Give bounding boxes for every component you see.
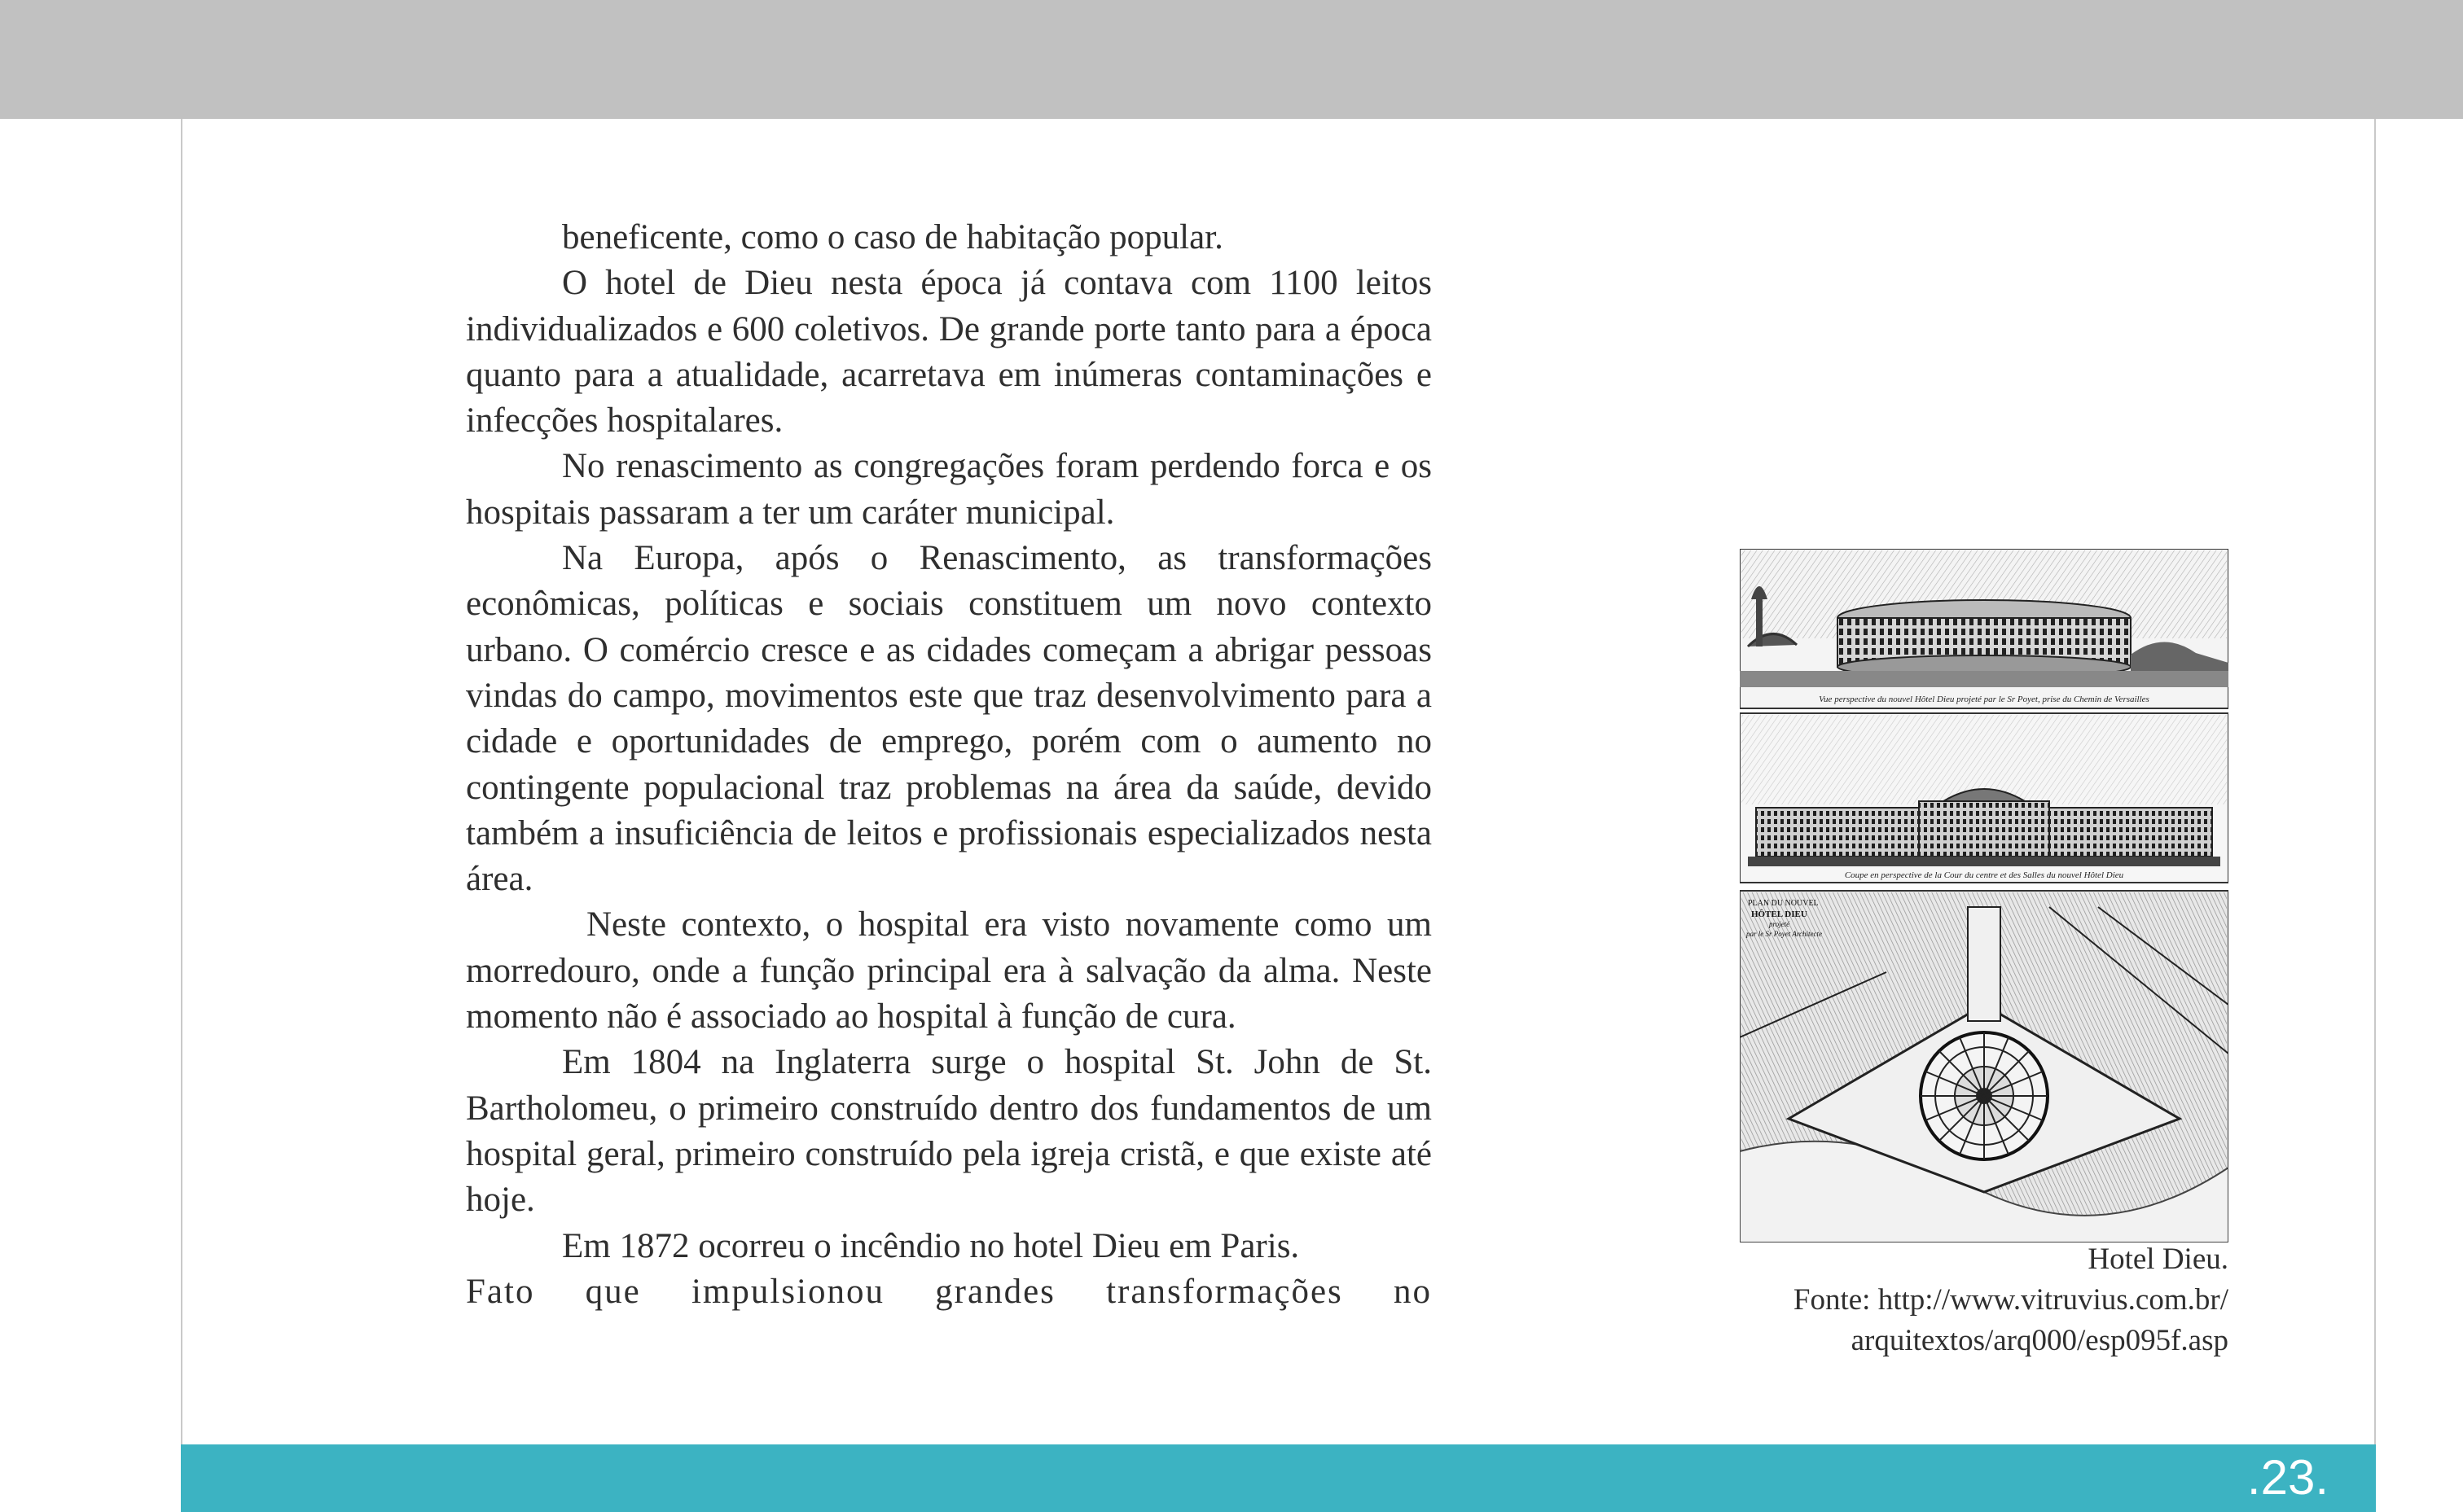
engraving-perspective-view: [1740, 549, 2228, 708]
top-header-bar: [0, 0, 2463, 119]
paragraph: Fato que impulsionou grandes transformações no: [466, 1272, 1432, 1311]
engraving-caption-top: Vue perspective du nouvel Hôtel Dieu projeté par le Sr Poyet, prise du Chemin de Versailles: [1819, 695, 2149, 704]
paragraph: Em 1872 ocorreu o incêndio no hotel Dieu em Paris.: [562, 1226, 1300, 1265]
caption-title: Hotel Dieu.: [2088, 1242, 2228, 1276]
bottom-footer-bar: [181, 1444, 2376, 1512]
figure-caption: [1670, 1239, 2228, 1361]
hotel-dieu-figure: [1740, 549, 2228, 1242]
engraving-site-plan: [1740, 891, 2228, 1242]
plan-label-line2: HÔTEL DIEU: [1751, 909, 1807, 919]
plan-label-line3: projeté: [1769, 920, 1790, 928]
paragraph: Em 1804 na Inglaterra surge o hospital St. John de St. Bartholomeu, o primeiro construído dentro dos fundamentos de um hospital geral, primeiro construído pela igreja cristã, e que existe até hoje.: [466, 1043, 1432, 1220]
paragraph: No renascimento as congregações foram perdendo forca e os hospitais passaram a ter um caráter municipal.: [466, 447, 1432, 532]
engraving-section-view: [1740, 713, 2228, 883]
paragraph: beneficente, como o caso de habitação popular.: [562, 218, 1223, 256]
caption-source-line2: arquitextos/arq000/esp095f.asp: [1851, 1324, 2228, 1357]
paragraph: Na Europa, após o Renascimento, as transformações econômicas, políticas e sociais constituem um novo contexto urbano. O comércio cresce e as cidades começam a abrigar pessoas vindas do campo, movimentos este que traz desenvolvimento para a cidade e oportunidades de emprego, porém com o aumento no contingente populacional traz problemas na área da saúde, devido também a insuficiência de leitos e profissionais especializados nesta área.: [466, 539, 1432, 899]
page-number: .23.: [2246, 1450, 2329, 1505]
engraving-caption-middle: Coupe en perspective de la Cour du centre et des Salles du nouvel Hôtel Dieu: [1844, 870, 2124, 880]
plan-label-line4: par le Sr Poyet Architecte: [1746, 930, 1822, 938]
plan-label-line1: PLAN DU NOUVEL: [1748, 899, 1819, 908]
body-text-column: [466, 215, 1432, 1315]
paragraph: Neste contexto, o hospital era visto novamente como um morredouro, onde a função principal era à salvação da alma. Neste momento não é associado ao hospital à função de cura.: [466, 905, 1432, 1036]
caption-source-line1: Fonte: http://www.vitruvius.com.br/: [1793, 1283, 2228, 1317]
paragraph: O hotel de Dieu nesta época já contava com 1100 leitos individualizados e 600 coletivos. De grande porte tanto para a época quanto para a atualidade, acarretava em inúmeras contaminações e infecções hospitalares.: [466, 264, 1432, 440]
